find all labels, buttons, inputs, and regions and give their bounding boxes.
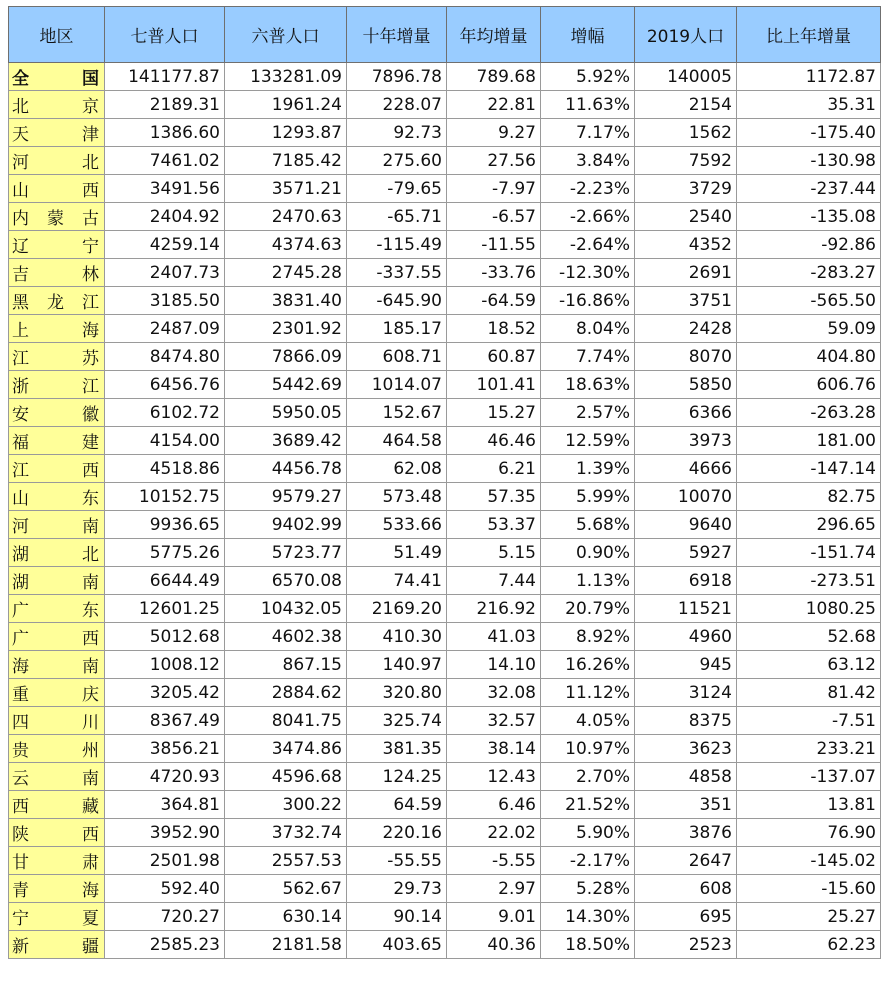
value-cell: 325.74 [347,707,447,735]
value-cell: 300.22 [225,791,347,819]
value-cell: 351 [635,791,737,819]
header-cell: 六普人口 [225,7,347,63]
value-cell: 4259.14 [105,231,225,259]
table-row [9,147,881,175]
table-body [9,63,881,959]
value-cell: -15.60 [737,875,881,903]
header-row [9,7,881,63]
header-cell: 地区 [9,7,105,63]
value-cell: 228.07 [347,91,447,119]
value-cell: 8.04% [541,315,635,343]
value-cell: 5.99% [541,483,635,511]
value-cell: -273.51 [737,567,881,595]
value-cell: -263.28 [737,399,881,427]
value-cell: 4960 [635,623,737,651]
value-cell: 5.92% [541,63,635,91]
region-cell: 西藏 [9,791,105,819]
value-cell: 6.46 [447,791,541,819]
value-cell: 608.71 [347,343,447,371]
table-row [9,735,881,763]
region-cell: 江西 [9,455,105,483]
value-cell: -137.07 [737,763,881,791]
value-cell: -7.51 [737,707,881,735]
value-cell: 404.80 [737,343,881,371]
region-cell: 青海 [9,875,105,903]
table-row [9,371,881,399]
region-cell: 河南 [9,511,105,539]
value-cell: 18.63% [541,371,635,399]
value-cell: -237.44 [737,175,881,203]
value-cell: 8367.49 [105,707,225,735]
value-cell: 6102.72 [105,399,225,427]
table-row [9,539,881,567]
value-cell: 1386.60 [105,119,225,147]
value-cell: 464.58 [347,427,447,455]
value-cell: 4596.68 [225,763,347,791]
value-cell: -283.27 [737,259,881,287]
value-cell: -65.71 [347,203,447,231]
region-cell: 上海 [9,315,105,343]
value-cell: -175.40 [737,119,881,147]
table-row [9,875,881,903]
value-cell: 7.74% [541,343,635,371]
value-cell: 4154.00 [105,427,225,455]
value-cell: 9402.99 [225,511,347,539]
region-cell: 天津 [9,119,105,147]
value-cell: 59.09 [737,315,881,343]
value-cell: 8041.75 [225,707,347,735]
header-cell: 2019人口 [635,7,737,63]
value-cell: 8070 [635,343,737,371]
value-cell: 90.14 [347,903,447,931]
value-cell: -645.90 [347,287,447,315]
value-cell: 101.41 [447,371,541,399]
value-cell: 3732.74 [225,819,347,847]
value-cell: 2745.28 [225,259,347,287]
value-cell: 57.35 [447,483,541,511]
value-cell: 14.10 [447,651,541,679]
value-cell: 410.30 [347,623,447,651]
value-cell: -337.55 [347,259,447,287]
value-cell: -115.49 [347,231,447,259]
value-cell: -2.64% [541,231,635,259]
value-cell: -135.08 [737,203,881,231]
value-cell: 2169.20 [347,595,447,623]
table-row [9,175,881,203]
value-cell: 15.27 [447,399,541,427]
value-cell: -33.76 [447,259,541,287]
value-cell: 1562 [635,119,737,147]
value-cell: 1961.24 [225,91,347,119]
value-cell: 7866.09 [225,343,347,371]
value-cell: 1293.87 [225,119,347,147]
region-cell: 辽宁 [9,231,105,259]
value-cell: 7461.02 [105,147,225,175]
table-row [9,259,881,287]
value-cell: 562.67 [225,875,347,903]
value-cell: -2.66% [541,203,635,231]
value-cell: 82.75 [737,483,881,511]
value-cell: 573.48 [347,483,447,511]
value-cell: 2470.63 [225,203,347,231]
value-cell: 74.41 [347,567,447,595]
region-cell: 山东 [9,483,105,511]
table-row [9,91,881,119]
table-row [9,63,881,91]
value-cell: 1.39% [541,455,635,483]
value-cell: 4374.63 [225,231,347,259]
region-cell: 海南 [9,651,105,679]
value-cell: 63.12 [737,651,881,679]
value-cell: 10432.05 [225,595,347,623]
value-cell: 14.30% [541,903,635,931]
header-cell: 十年增量 [347,7,447,63]
value-cell: 76.90 [737,819,881,847]
value-cell: 64.59 [347,791,447,819]
table-row [9,343,881,371]
value-cell: -5.55 [447,847,541,875]
population-table [8,6,881,959]
value-cell: 140005 [635,63,737,91]
value-cell: 9.01 [447,903,541,931]
value-cell: 4456.78 [225,455,347,483]
value-cell: 2407.73 [105,259,225,287]
value-cell: 5775.26 [105,539,225,567]
value-cell: 275.60 [347,147,447,175]
value-cell: 29.73 [347,875,447,903]
value-cell: 8474.80 [105,343,225,371]
region-cell: 宁夏 [9,903,105,931]
table-row [9,931,881,959]
table-row [9,903,881,931]
value-cell: 5.28% [541,875,635,903]
value-cell: 1008.12 [105,651,225,679]
value-cell: 27.56 [447,147,541,175]
region-cell: 安徽 [9,399,105,427]
value-cell: 7.44 [447,567,541,595]
value-cell: 152.67 [347,399,447,427]
value-cell: -7.97 [447,175,541,203]
value-cell: 3876 [635,819,737,847]
value-cell: 630.14 [225,903,347,931]
table-row [9,651,881,679]
value-cell: 8375 [635,707,737,735]
value-cell: 81.42 [737,679,881,707]
value-cell: 867.15 [225,651,347,679]
value-cell: 22.81 [447,91,541,119]
value-cell: 2501.98 [105,847,225,875]
value-cell: 720.27 [105,903,225,931]
value-cell: -151.74 [737,539,881,567]
header-cell: 比上年增量 [737,7,881,63]
value-cell: 2540 [635,203,737,231]
value-cell: 6366 [635,399,737,427]
value-cell: 606.76 [737,371,881,399]
region-cell: 吉林 [9,259,105,287]
value-cell: 11521 [635,595,737,623]
value-cell: 4720.93 [105,763,225,791]
value-cell: 5723.77 [225,539,347,567]
value-cell: 2884.62 [225,679,347,707]
value-cell: 20.79% [541,595,635,623]
region-cell: 广西 [9,623,105,651]
value-cell: 9936.65 [105,511,225,539]
region-cell: 福建 [9,427,105,455]
table-row [9,203,881,231]
value-cell: 18.50% [541,931,635,959]
value-cell: 35.31 [737,91,881,119]
header-cell: 七普人口 [105,7,225,63]
value-cell: 10.97% [541,735,635,763]
value-cell: 3952.90 [105,819,225,847]
table-row [9,231,881,259]
value-cell: 5950.05 [225,399,347,427]
value-cell: 608 [635,875,737,903]
table-row [9,679,881,707]
value-cell: 53.37 [447,511,541,539]
value-cell: 945 [635,651,737,679]
value-cell: 7592 [635,147,737,175]
value-cell: 12.43 [447,763,541,791]
table-row [9,315,881,343]
value-cell: 789.68 [447,63,541,91]
value-cell: 4602.38 [225,623,347,651]
value-cell: 52.68 [737,623,881,651]
value-cell: 3491.56 [105,175,225,203]
region-cell: 湖南 [9,567,105,595]
value-cell: 62.08 [347,455,447,483]
value-cell: 592.40 [105,875,225,903]
value-cell: -55.55 [347,847,447,875]
value-cell: 3185.50 [105,287,225,315]
value-cell: 41.03 [447,623,541,651]
value-cell: 3124 [635,679,737,707]
value-cell: -565.50 [737,287,881,315]
table-row [9,595,881,623]
table-row [9,623,881,651]
region-cell: 四川 [9,707,105,735]
table-row [9,399,881,427]
table-row [9,455,881,483]
value-cell: 1.13% [541,567,635,595]
value-cell: 220.16 [347,819,447,847]
value-cell: 2.57% [541,399,635,427]
value-cell: 3205.42 [105,679,225,707]
value-cell: 3831.40 [225,287,347,315]
value-cell: 2585.23 [105,931,225,959]
value-cell: 62.23 [737,931,881,959]
table-row [9,819,881,847]
value-cell: 381.35 [347,735,447,763]
value-cell: 7896.78 [347,63,447,91]
value-cell: 3.84% [541,147,635,175]
value-cell: 2557.53 [225,847,347,875]
value-cell: 2404.92 [105,203,225,231]
table-row [9,847,881,875]
value-cell: 3729 [635,175,737,203]
value-cell: 6918 [635,567,737,595]
value-cell: 695 [635,903,737,931]
value-cell: -16.86% [541,287,635,315]
value-cell: 18.52 [447,315,541,343]
value-cell: 124.25 [347,763,447,791]
value-cell: 38.14 [447,735,541,763]
value-cell: -79.65 [347,175,447,203]
header-cell: 年均增量 [447,7,541,63]
value-cell: 533.66 [347,511,447,539]
value-cell: -6.57 [447,203,541,231]
region-cell: 陕西 [9,819,105,847]
value-cell: 51.49 [347,539,447,567]
region-cell: 甘肃 [9,847,105,875]
value-cell: 40.36 [447,931,541,959]
value-cell: 2154 [635,91,737,119]
value-cell: 141177.87 [105,63,225,91]
region-cell: 北京 [9,91,105,119]
region-cell: 江苏 [9,343,105,371]
value-cell: 2487.09 [105,315,225,343]
value-cell: 11.12% [541,679,635,707]
value-cell: 1080.25 [737,595,881,623]
value-cell: -12.30% [541,259,635,287]
value-cell: 7185.42 [225,147,347,175]
value-cell: 2189.31 [105,91,225,119]
value-cell: 140.97 [347,651,447,679]
value-cell: 403.65 [347,931,447,959]
value-cell: 5.68% [541,511,635,539]
table-row [9,483,881,511]
value-cell: 11.63% [541,91,635,119]
value-cell: 9579.27 [225,483,347,511]
value-cell: -64.59 [447,287,541,315]
value-cell: 3623 [635,735,737,763]
value-cell: 25.27 [737,903,881,931]
table-row [9,791,881,819]
region-cell: 湖北 [9,539,105,567]
header-cell: 增幅 [541,7,635,63]
value-cell: 21.52% [541,791,635,819]
value-cell: 32.57 [447,707,541,735]
table-row [9,707,881,735]
value-cell: 2.97 [447,875,541,903]
value-cell: 364.81 [105,791,225,819]
value-cell: -92.86 [737,231,881,259]
value-cell: 10070 [635,483,737,511]
value-cell: 185.17 [347,315,447,343]
value-cell: 6644.49 [105,567,225,595]
region-cell: 全国 [9,63,105,91]
value-cell: -147.14 [737,455,881,483]
value-cell: 320.80 [347,679,447,707]
value-cell: 0.90% [541,539,635,567]
region-cell: 广东 [9,595,105,623]
value-cell: 3571.21 [225,175,347,203]
value-cell: 181.00 [737,427,881,455]
value-cell: 2.70% [541,763,635,791]
region-cell: 贵州 [9,735,105,763]
value-cell: 3856.21 [105,735,225,763]
value-cell: 4666 [635,455,737,483]
value-cell: 2647 [635,847,737,875]
region-cell: 山西 [9,175,105,203]
value-cell: 4.05% [541,707,635,735]
value-cell: 13.81 [737,791,881,819]
table-row [9,427,881,455]
value-cell: -2.23% [541,175,635,203]
value-cell: 296.65 [737,511,881,539]
value-cell: 6570.08 [225,567,347,595]
region-cell: 黑龙江 [9,287,105,315]
table-row [9,511,881,539]
value-cell: 2428 [635,315,737,343]
region-cell: 新疆 [9,931,105,959]
value-cell: 3973 [635,427,737,455]
value-cell: 5442.69 [225,371,347,399]
value-cell: 6.21 [447,455,541,483]
value-cell: -11.55 [447,231,541,259]
value-cell: 32.08 [447,679,541,707]
value-cell: 4858 [635,763,737,791]
value-cell: 12601.25 [105,595,225,623]
value-cell: 2523 [635,931,737,959]
value-cell: 9.27 [447,119,541,147]
value-cell: 2181.58 [225,931,347,959]
value-cell: 1014.07 [347,371,447,399]
region-cell: 河北 [9,147,105,175]
value-cell: 3751 [635,287,737,315]
region-cell: 云南 [9,763,105,791]
value-cell: 4352 [635,231,737,259]
value-cell: -145.02 [737,847,881,875]
table-row [9,287,881,315]
value-cell: 5850 [635,371,737,399]
table-row [9,763,881,791]
value-cell: 5.90% [541,819,635,847]
value-cell: 7.17% [541,119,635,147]
value-cell: 8.92% [541,623,635,651]
value-cell: 216.92 [447,595,541,623]
value-cell: 6456.76 [105,371,225,399]
value-cell: 10152.75 [105,483,225,511]
value-cell: 2691 [635,259,737,287]
region-cell: 浙江 [9,371,105,399]
value-cell: 133281.09 [225,63,347,91]
value-cell: -2.17% [541,847,635,875]
value-cell: -130.98 [737,147,881,175]
value-cell: 46.46 [447,427,541,455]
region-cell: 内蒙古 [9,203,105,231]
table-row [9,119,881,147]
value-cell: 4518.86 [105,455,225,483]
region-cell: 重庆 [9,679,105,707]
value-cell: 2301.92 [225,315,347,343]
value-cell: 12.59% [541,427,635,455]
value-cell: 92.73 [347,119,447,147]
value-cell: 1172.87 [737,63,881,91]
value-cell: 22.02 [447,819,541,847]
value-cell: 9640 [635,511,737,539]
value-cell: 60.87 [447,343,541,371]
value-cell: 5012.68 [105,623,225,651]
value-cell: 3474.86 [225,735,347,763]
value-cell: 5.15 [447,539,541,567]
value-cell: 16.26% [541,651,635,679]
value-cell: 233.21 [737,735,881,763]
value-cell: 5927 [635,539,737,567]
value-cell: 3689.42 [225,427,347,455]
table-row [9,567,881,595]
